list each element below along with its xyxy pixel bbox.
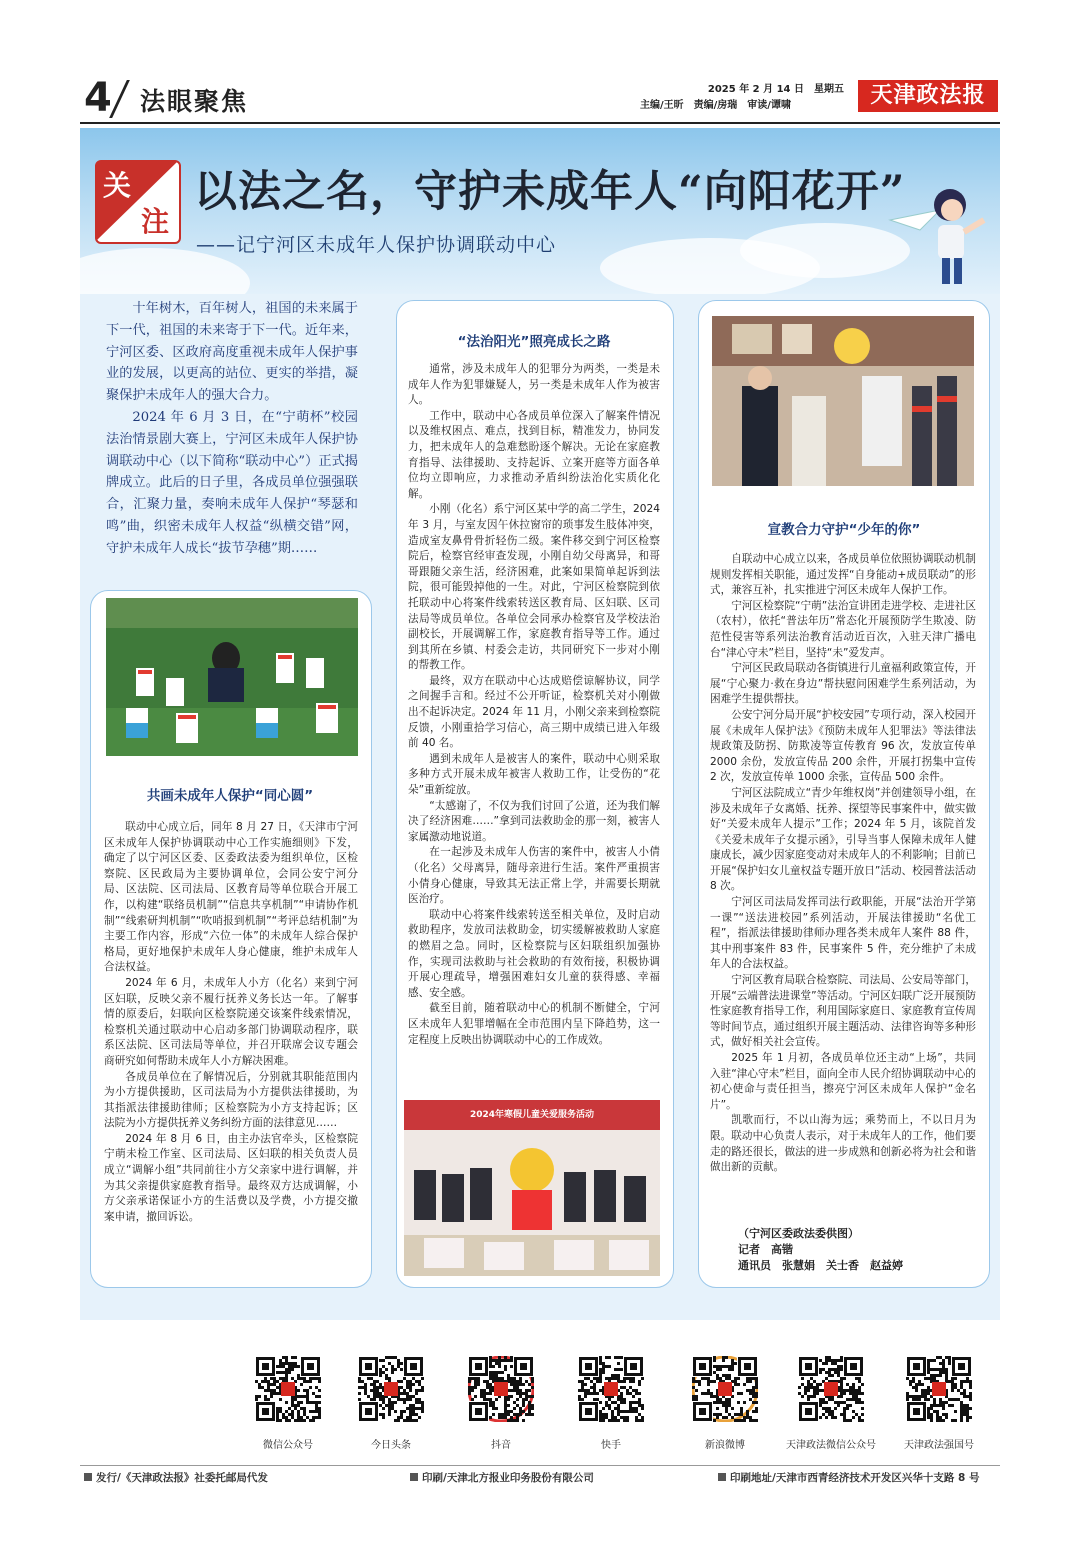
- correspondents: 通讯员 张慧娟 关士香 赵益婷: [738, 1259, 903, 1272]
- douyin-qr-code-icon[interactable]: [468, 1356, 534, 1422]
- body-paragraph: 凯歌而行，不以山海为远；乘势而上，不以日月为限。联动中心负责人表示，对于未成年人的工作，他们要走的路还很长，做法的进一步成熟和创新必将为社会和谐做出新的贡献。: [710, 1114, 976, 1174]
- body-paragraph: 小刚（化名）系宁河区某中学的高二学生，2024 年 3 月，与室友因午休拉窗帘的琐事发生肢体冲突，造成室友鼻骨骨折轻伤二级。案件移交到宁河区检察院后，检察官经审查发现，小刚自幼父母离异，和哥哥跟随父亲生活，经济困难，此案如果简单起诉到法院，很可能毁掉他的一生。对此，宁河区检察院到依托联动中心将案件线索转送区教育局、区妇联、区司法局等成员单位。各单位会同承办检察官及学校法治副校长，开展调解工作，家庭教育指导等工作。通过到其所在乡镇、村委会走访，共同研究下一步对小刚的帮教工作。: [408, 503, 660, 672]
- issue-date: 2025 年 2 月 14 日 星期五: [707, 84, 844, 95]
- byline: [738, 1226, 978, 1274]
- intro-paragraph: 2024 年 6 月 3 日，在“宁萌杯”校园法治情景剧大赛上，宁河区未成年人保护协调联动中心（以下简称“联动中心”）正式揭牌成立。此后的日子里，各成员单位强强联合，汇聚力量，奏响未成年人保护“琴瑟和鸣”曲，织密未成年人权益“纵横交错”网，守护未成年人成长“拔节孕穗”期……: [106, 409, 358, 556]
- section3-body: [710, 552, 976, 1176]
- body-paragraph: 联动中心成立后，同年 8 月 27 日，《天津市宁河区未成年人保护协调联动中心工作实施细则》下发，确定了以宁河区区委、区委政法委为组织单位，区检察院、区民政局为主要协调单位，会同公安宁河分局、区法院、区司法局、区教育局等单位联合开展工作，以构建“联络员机制”“信息共享机制”“申请协作机制”“线索研判机制”“吹哨报到机制”“考评总结机制”为主要工作内容，形成“六位一体”的未成年人综合保护格局，更好地保护未成年人身心健康，维护未成年人合法权益。: [104, 821, 358, 974]
- header-info: [640, 82, 850, 114]
- editor-credits: 主编/王昕 责编/房瑞 审读/谭啸: [640, 100, 791, 111]
- tj-zhengfa-wechat-qr-code-icon[interactable]: [798, 1356, 864, 1422]
- qr-label: 新浪微博: [705, 1440, 745, 1451]
- photo-children-on-field: [106, 598, 358, 756]
- body-paragraph: 最终，双方在联动中心达成赔偿谅解协议，同学之间握手言和。经过不公开听证，检察机关对小刚做出不起诉决定。2024 年 11 月，小刚父亲来到检察院反馈，小刚重拾学习信心，高三期中成绩已进入年级前 40 名。: [408, 674, 660, 750]
- qr-label: 快手: [601, 1440, 621, 1451]
- body-paragraph: 宁河区司法局发挥司法行政职能，开展“法治开学第一课”“送法进校园”系列活动，开展法律援助“名优工程”，指派法律援助律师办理各类未成年人案件 88 件，其中刑事案件 83 件，民事案件 5 件，充分维护了未成年人的合法权益。: [710, 896, 976, 971]
- flying-kid-illustration: [880, 170, 990, 290]
- section3-heading: 宣教合力守护“少年的你”: [767, 522, 921, 538]
- intro-text: [106, 298, 358, 560]
- qr-label: 微信公众号: [263, 1440, 313, 1451]
- body-paragraph: 联动中心将案件线索转送至相关单位，及时启动救助程序，发放司法救助金，切实缓解被救助人家庭的燃眉之急。同时，区检察院与区妇联组织加强协作，实现司法救助与社会救助的有效衔接，积极协调开展心理疏导，增强困难妇女儿童的获得感、幸福感、安全感。: [408, 908, 660, 999]
- qr-label: 天津政法强国号: [904, 1440, 974, 1451]
- section1-heading: 共画未成年人保护“同心圆”: [146, 788, 314, 804]
- body-paragraph: 自联动中心成立以来，各成员单位依照协调联动机制规则发挥相关职能，通过发挥“自身能动+成员联动”的形式，兼容互补，扎实推进宁河区未成年人保护工作。: [710, 553, 976, 597]
- photo-source: （宁河区委政法委供图）: [738, 1227, 859, 1240]
- subtitle: ——记宁河区未成年人保护协调联动中心: [196, 234, 557, 256]
- body-paragraph: 宁河区检察院“宁萌”法治宣讲团走进学校、走进社区（农村），依托“普法年历”常态化开展预防学生欺凌、防范性侵害等系列法治教育活动近百次，入驻天津广播电台“津心守未”栏目，坚持“未”爱发声。: [710, 599, 976, 659]
- body-paragraph: “太感谢了，不仅为我们讨回了公道，还为我们解决了经济困难……”拿到司法救助金的那一刻，被害人家属激动地说道。: [408, 799, 660, 843]
- qr-label: 抖音: [491, 1440, 511, 1451]
- body-paragraph: 工作中，联动中心各成员单位深入了解案件情况以及维权困点、难点，找到目标，精准发力，协同发力，把未成年人的急难愁盼逐个解决。无论在家庭教育指导、法律援助、支持起诉、立案开庭等方面各单位均立即响应，力求推动矛盾纠纷法治化实质化化解。: [408, 409, 660, 500]
- section2-body: [408, 362, 660, 1048]
- body-paragraph: 宁河区法院成立“青少年维权岗”并创建领导小组，在涉及未成年子女离婚、抚养、探望等民事案件中，做实做好“关爱未成年人提示”工作；2024 年 5 月，该院首发《关爱未成年子女提示函》，引导当事人保障未成年人健康成长，减少因家庭变动对未成年人的不利影响；目前已开展“保护妇女儿童权益专题开放日”活动、校园普法活动 8 次。: [710, 786, 976, 893]
- section2-heading: “法治阳光”照亮成长之路: [457, 334, 611, 350]
- section-name: 法眼聚焦: [140, 87, 249, 116]
- guanzhu-logo: [95, 160, 181, 244]
- logo-char-top: 关: [103, 169, 132, 202]
- section1-body: [104, 820, 358, 1225]
- body-paragraph: 在一起涉及未成年人伤害的案件中，被害人小倩（化名）父母离异，随母亲进行生活。案件严重损害小倩身心健康，导致其无法正常上学，并需要长期就医治疗。: [408, 846, 660, 906]
- photo-winter-activity: [404, 1100, 660, 1276]
- header-slash: [109, 80, 130, 118]
- kuaishou-qr-code-icon[interactable]: [578, 1356, 644, 1422]
- photo-police-at-school: [712, 316, 974, 486]
- body-paragraph: 公安宁河分局开展“护校安园”专项行动，深入校园开展《未成年人保护法》《预防未成年人犯罪法》等法律法规政策及防拐、防欺凌等宣传教育 96 次，发放宣传单 2000 余份，发放宣传品 200 余件，开展打拐集中宣传 2 次，发放宣传单 1000 余张，宣传品 500 余件。: [710, 708, 976, 784]
- main-title: 以法之名，守护未成年人“向阳花开”: [194, 167, 906, 217]
- footer-divider: [80, 1465, 1000, 1466]
- footer-address: [718, 1470, 979, 1485]
- weibo-qr-code-icon[interactable]: [692, 1356, 758, 1422]
- page-number: 4: [84, 75, 112, 121]
- wechat-qr-code-icon[interactable]: [255, 1356, 321, 1422]
- body-paragraph: 2024 年 6 月，未成年人小方（化名）来到宁河区妇联，反映父亲不履行抚养义务长达一年。了解事情的原委后，妇联向区检察院递交该案件线索情况，检察机关通过联动中心启动多部门协调联动程序，联系区法院、区司法局等单位，并召开联席会议专题会商研究如何帮助未成年人小方解决困难。: [104, 976, 358, 1067]
- photo-banner-text: 2024年寒假儿童关爱服务活动: [469, 1110, 595, 1120]
- body-paragraph: 2025 年 1 月初，各成员单位还主动“上场”，共同入驻“津心守未”栏目，面向全市人民介绍协调联动中心的初心使命与责任担当，擦亮宁河区未成年人保护“金名片”。: [710, 1052, 976, 1111]
- intro-paragraph: 十年树木，百年树人，祖国的未来属于下一代，祖国的未来寄于下一代。近年来，宁河区委、区政府高度重视未成年人保护事业的发展，以更高的站位、更实的举措，凝聚保护未成年人的强大合力。: [106, 301, 358, 404]
- printer-text: 印刷/天津北方报业印务股份有限公司: [422, 1472, 594, 1484]
- body-paragraph: 各成员单位在了解情况后，分别就其职能范围内为小方提供援助，区司法局为小方提供法律援助，为其指派法律援助律师；区检察院为小方支持起诉；区法院为小方提供抚养义务纠纷方面的法律意见……: [104, 1070, 358, 1130]
- reporter: 记者 高锴: [738, 1243, 793, 1256]
- address-text: 印刷地址/天津市西青经济技术开发区兴华十支路 8 号: [730, 1472, 980, 1484]
- body-paragraph: 宁河区民政局联动各街镇进行儿童福利政策宣传，开展“宁心聚力·救在身边”帮扶慰问困难学生系列活动，为困难学生提供帮扶。: [710, 662, 976, 706]
- body-paragraph: 通常，涉及未成年人的犯罪分为两类，一类是未成年人作为犯罪嫌疑人，另一类是未成年人作为被害人。: [408, 363, 660, 407]
- publisher-text: 发行/《天津政法报》社委托邮局代发: [96, 1472, 268, 1484]
- qiangguo-qr-code-icon[interactable]: [906, 1356, 972, 1422]
- body-paragraph: 2024 年 8 月 6 日，由主办法官牵头，区检察院宁萌未检工作室、区司法局、区妇联的相关负责人员成立“调解小组”共同前往小方父亲家中进行调解，并为其父亲提供家庭教育指导。最终双方达成调解，小方父亲承诺保证小方的生活费以及学费，小方提交撤案申请，撤回诉讼。: [104, 1132, 358, 1223]
- body-paragraph: 宁河区教育局联合检察院、司法局、公安局等部门，开展“云端普法进课堂”等活动。宁河区妇联广泛开展预防性家庭教育指导工作，利用国际家庭日、家庭教育宣传周等时间节点，通过组织开展主题活动、法律咨询等多种形式，做好相关社会宣传。: [710, 974, 976, 1049]
- logo-char-bottom: 注: [141, 205, 170, 238]
- newspaper-logo: 天津政法报: [858, 80, 998, 112]
- toutiao-qr-code-icon[interactable]: [358, 1356, 424, 1422]
- footer-printer: [410, 1470, 594, 1485]
- footer-publisher: [84, 1470, 268, 1485]
- header-divider: [80, 122, 1000, 124]
- body-paragraph: 遇到未成年人是被害人的案件，联动中心则采取多种方式开展未成年被害人救助工作，让受伤的“花朵”重新绽放。: [408, 752, 660, 797]
- qr-label: 天津政法微信公众号: [786, 1440, 876, 1451]
- body-paragraph: 截至目前，随着联动中心的机制不断健全，宁河区未成年人犯罪增幅在全市范围内呈下降趋势，这一定程度上反映出协调联动中心的工作成效。: [408, 1002, 660, 1046]
- qr-label: 今日头条: [371, 1440, 411, 1451]
